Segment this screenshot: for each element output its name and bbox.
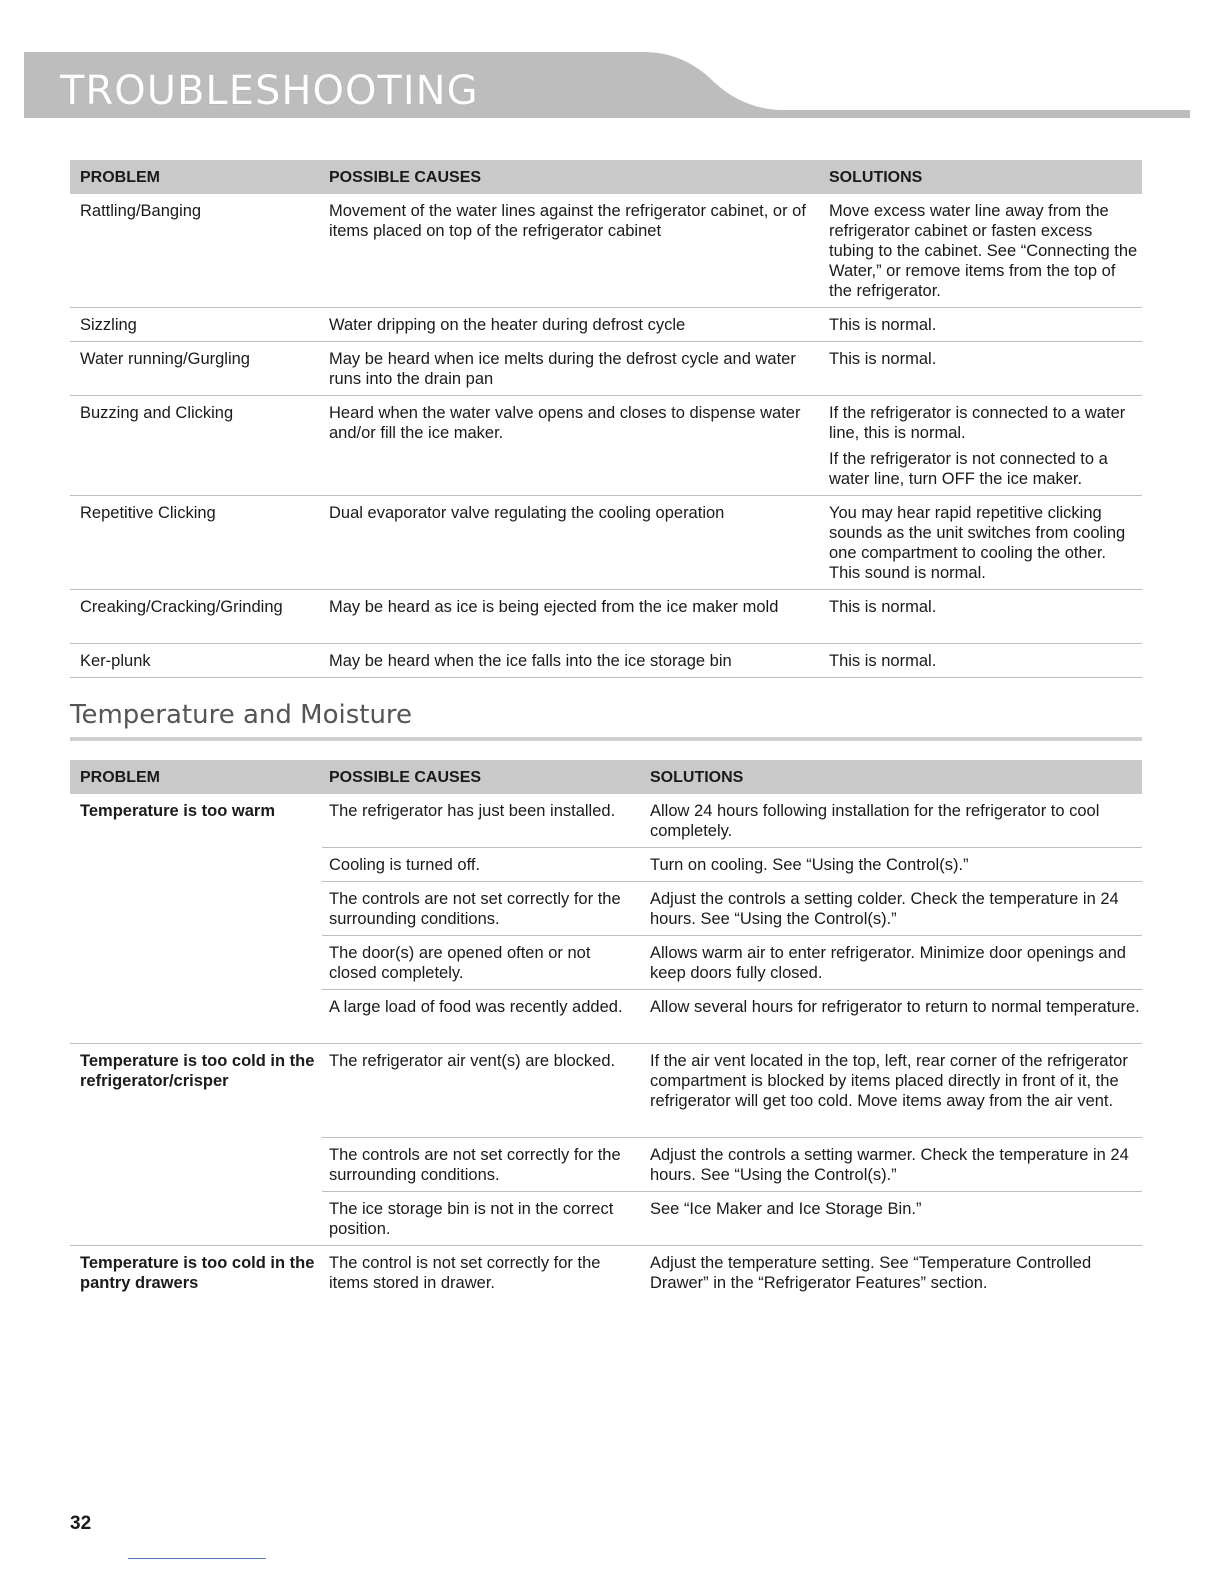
header-causes: POSSIBLE CAUSES (329, 769, 482, 786)
section-title: Temperature and Moisture (70, 700, 413, 730)
cause-cell: The door(s) are opened often or not closed completely. (329, 944, 591, 982)
problem-cell: Sizzling (80, 316, 137, 334)
table-row (70, 590, 1142, 644)
problem-cell: Temperature is too cold in the refrigerator/crisper (80, 1052, 315, 1090)
solution-cell: Allows warm air to enter refrigerator. Minimize door openings and keep doors fully closed. (650, 944, 1126, 982)
footer-rule (128, 1558, 266, 1559)
table-header (70, 760, 1142, 794)
cause-cell: Heard when the water valve opens and closes to dispense water and/or fill the ice maker. (329, 404, 801, 442)
table-row (322, 990, 1142, 1043)
problem-group (70, 1246, 1142, 1299)
table-row (70, 396, 1142, 496)
header-problem: PROBLEM (80, 169, 160, 186)
solution-cell: Allow 24 hours following installation for the refrigerator to cool completely. (650, 802, 1100, 840)
solution-stack (829, 403, 1139, 489)
page-header-banner (24, 52, 1190, 118)
solution-cell: This is normal. (829, 350, 937, 368)
cause-cell: The controls are not set correctly for the surrounding conditions. (329, 1146, 621, 1184)
solution-cell: You may hear rapid repetitive clicking sounds as the unit switches from cooling one compartment to cooling the other. This sound is normal. (829, 504, 1126, 582)
problem-group (70, 794, 1142, 1044)
solution-cell: This is normal. (829, 316, 937, 334)
temperature-table (70, 760, 1142, 1299)
table-row (70, 342, 1142, 396)
solution-cell: Move excess water line away from the refrigerator cabinet or fasten excess tubing to the cabinet. See “Connecting the Water,” or remove items from the top of the refrigerator. (829, 202, 1138, 300)
table-row (322, 882, 1142, 936)
cause-cell: Water dripping on the heater during defrost cycle (329, 316, 686, 334)
cause-cell: A large load of food was recently added. (329, 998, 623, 1016)
table-row (322, 848, 1142, 882)
problem-cell: Repetitive Clicking (80, 504, 216, 522)
section-divider (70, 737, 1142, 741)
solution-cell: Adjust the temperature setting. See “Temperature Controlled Drawer” in the “Refrigerator Features” section. (650, 1254, 1092, 1292)
solution-cell: This is normal. (829, 652, 937, 670)
page-title: TROUBLESHOOTING (60, 68, 479, 114)
problem-cell: Ker-plunk (80, 652, 151, 670)
table-row (322, 1044, 1142, 1138)
cause-cell: May be heard when the ice falls into the ice storage bin (329, 652, 732, 670)
solution-cell: Adjust the controls a setting colder. Check the temperature in 24 hours. See “Using the Control(s).” (650, 890, 1119, 928)
header-solutions: SOLUTIONS (650, 769, 744, 786)
solution-cell: If the refrigerator is connected to a water line, this is normal. (829, 404, 1126, 442)
problem-cell: Buzzing and Clicking (80, 404, 234, 422)
noises-table (70, 160, 1142, 678)
cause-cell: The refrigerator has just been installed. (329, 802, 616, 820)
problem-cell: Creaking/Cracking/Grinding (80, 598, 283, 616)
solution-cell: If the refrigerator is not connected to a water line, turn OFF the ice maker. (829, 450, 1108, 488)
page-number: 32 (70, 1513, 92, 1534)
solution-cell: Allow several hours for refrigerator to return to normal temperature. (650, 998, 1140, 1016)
table-row (322, 936, 1142, 990)
solution-cell: Turn on cooling. See “Using the Control(s).” (650, 856, 969, 874)
cause-cell: The refrigerator air vent(s) are blocked. (329, 1052, 616, 1070)
cause-cell: May be heard as ice is being ejected from the ice maker mold (329, 598, 779, 616)
problem-cell: Rattling/Banging (80, 202, 202, 220)
solution-cell: If the air vent located in the top, left, rear corner of the refrigerator compartment is blocked by items placed directly in front of it, the refrigerator will get too cold. Move items away from the air vent. (650, 1052, 1128, 1110)
cause-cell: The controls are not set correctly for the surrounding conditions. (329, 890, 621, 928)
table-row (322, 1192, 1142, 1245)
problem-cell: Temperature is too cold in the pantry drawers (80, 1254, 315, 1292)
table-row (70, 644, 1142, 678)
table-row (70, 194, 1142, 308)
solution-cell: Adjust the controls a setting warmer. Check the temperature in 24 hours. See “Using the Control(s).” (650, 1146, 1129, 1184)
table-row (322, 1138, 1142, 1192)
table-row (322, 794, 1142, 848)
cause-cell: Movement of the water lines against the refrigerator cabinet, or of items placed on top of the refrigerator cabinet (329, 202, 806, 240)
table-row (322, 1246, 1142, 1299)
table-header (70, 160, 1142, 194)
cause-cell: The ice storage bin is not in the correct position. (329, 1200, 614, 1238)
table-row (70, 496, 1142, 590)
problem-cell: Water running/Gurgling (80, 350, 250, 368)
solution-cell: See “Ice Maker and Ice Storage Bin.” (650, 1200, 922, 1218)
problem-group (70, 1044, 1142, 1246)
cause-cell: Dual evaporator valve regulating the cooling operation (329, 504, 725, 522)
cause-cell: May be heard when ice melts during the defrost cycle and water runs into the drain pan (329, 350, 796, 388)
cause-cell: Cooling is turned off. (329, 856, 481, 874)
header-problem: PROBLEM (80, 769, 160, 786)
problem-cell: Temperature is too warm (80, 802, 275, 820)
table-row (70, 308, 1142, 342)
header-causes: POSSIBLE CAUSES (329, 169, 482, 186)
header-solutions: SOLUTIONS (829, 169, 923, 186)
solution-cell: This is normal. (829, 598, 937, 616)
cause-cell: The control is not set correctly for the items stored in drawer. (329, 1254, 601, 1292)
